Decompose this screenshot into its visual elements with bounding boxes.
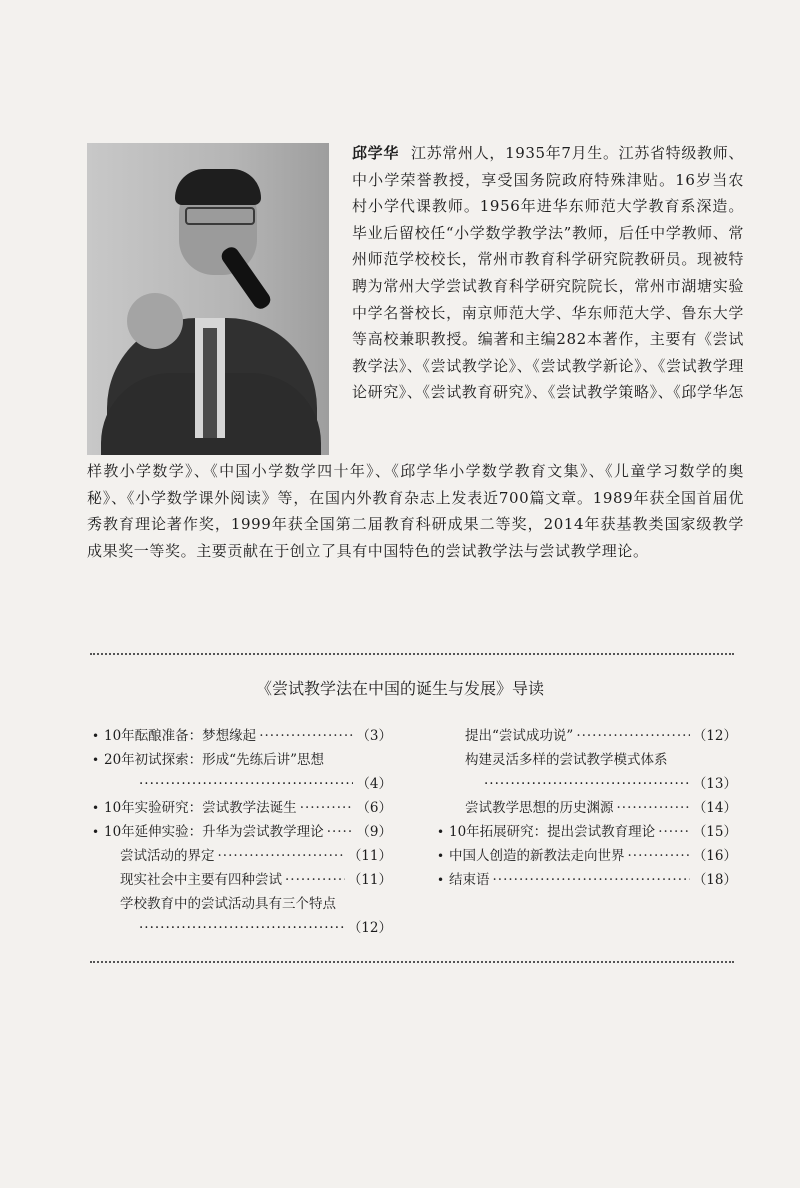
author-photo [87, 143, 329, 455]
toc-entry-page: （3） [356, 728, 392, 744]
toc-entry [437, 796, 737, 820]
toc-entry-label: 10年实验研究：尝试教学法诞生 [104, 800, 297, 816]
toc-entry-page: （15） [692, 824, 737, 840]
toc-entry-page: （11） [347, 872, 392, 888]
toc-entry-page: （6） [356, 800, 392, 816]
toc-entry [437, 868, 737, 892]
toc-entry-label: 10年酝酿准备：梦想缘起 [104, 728, 257, 744]
toc-entry-continuation [437, 772, 737, 796]
bullet-icon: • [92, 801, 100, 815]
toc-entry [92, 892, 392, 916]
toc-entry-label: 结束语 [449, 872, 490, 888]
toc-entry [92, 868, 392, 892]
top-dotted-rule [90, 653, 734, 655]
toc-entry-label: 学校教育中的尝试活动具有三个特点 [120, 896, 336, 912]
toc-entry-page: （14） [692, 800, 737, 816]
toc-entry [92, 844, 392, 868]
toc-entry-page: （18） [692, 872, 737, 888]
author-bio-wrapped [352, 140, 744, 406]
bottom-dotted-rule [90, 961, 734, 963]
dot-leader [139, 772, 353, 796]
bullet-icon: • [92, 825, 100, 839]
bullet-icon: • [92, 729, 100, 743]
toc-entry-label: 提出“尝试成功说” [465, 728, 574, 744]
toc-entry-continuation [92, 916, 392, 940]
toc-left-column [92, 724, 392, 940]
toc-entry-label: 尝试活动的界定 [120, 848, 215, 864]
bullet-icon: • [437, 825, 445, 839]
author-bio-full [87, 458, 744, 564]
toc-entry-label: 10年延伸实验：升华为尝试教学理论 [104, 824, 324, 840]
dot-leader [300, 796, 354, 820]
toc-entry [92, 820, 392, 844]
bullet-icon: • [437, 873, 445, 887]
author-name: 邱学华 [352, 144, 400, 162]
toc-entry-page: （12） [347, 920, 392, 936]
dot-leader [628, 844, 690, 868]
bio-text-part2: 样教小学数学》、《中国小学数学四十年》、《邱学华小学数学教育文集》、《儿童学习数学的奥秘》、《小学数学课外阅读》等，在国内外教育杂志上发表近700篇文章。1989年获全国首届优秀教育理论著作奖，1999年获全国第二届教育科研成果二等奖，2014年获基教类国家级教学成果奖一等奖。主要贡献在于创立了具有中国特色的尝试教学法与尝试教学理论。 [87, 462, 744, 560]
dot-leader [327, 820, 354, 844]
toc-entry [92, 796, 392, 820]
dot-leader [576, 724, 690, 748]
dot-leader [285, 868, 345, 892]
toc-entry [437, 724, 737, 748]
bullet-icon: • [437, 849, 445, 863]
toc-entry-page: （13） [692, 776, 737, 792]
toc-entry [437, 748, 737, 772]
dot-leader [218, 844, 345, 868]
toc-title: 《尝试教学法在中国的诞生与发展》导读 [255, 679, 544, 698]
toc-entry [92, 724, 392, 748]
toc-entry [92, 748, 392, 772]
toc-entry-page: （12） [692, 728, 737, 744]
bullet-icon: • [92, 753, 100, 767]
toc-entry [437, 820, 737, 844]
toc-entry-page: （11） [347, 848, 392, 864]
toc-entry-continuation [92, 772, 392, 796]
toc-entry-page: （4） [356, 776, 392, 792]
toc-entry-label: 20年初试探索：形成“先练后讲”思想 [104, 752, 324, 768]
toc-entry-page: （9） [356, 824, 392, 840]
dot-leader [484, 772, 690, 796]
dot-leader [617, 796, 690, 820]
dot-leader [139, 916, 345, 940]
toc-entry-label: 中国人创造的新教法走向世界 [449, 848, 625, 864]
dot-leader [259, 724, 353, 748]
toc-entry-label: 10年拓展研究：提出尝试教育理论 [449, 824, 656, 840]
dot-leader [658, 820, 690, 844]
bio-text-part1: 江苏常州人，1935年7月生。江苏省特级教师、中小学荣誉教授，享受国务院政府特殊津贴。16岁当农村小学代课教师。1956年进华东师范大学教育系深造。毕业后留校任“小学数学教学法”教师，后任中学教师、常州师范学校校长，常州市教育科学研究院教研员。现被特聘为常州大学尝试教育科学研究院院长，常州市湖塘实验中学名誉校长，南京师范大学、华东师范大学、鲁东大学等高校兼职教授。编著和主编282本著作，主要有《尝试教学法》、《尝试教学论》、《尝试教学新论》、《尝试教学理论研究》、《尝试教育研究》、《尝试教学策略》、《邱学华怎 [352, 144, 744, 402]
toc-entry-label: 构建灵活多样的尝试教学模式体系 [465, 752, 668, 768]
toc-entry-label: 现实社会中主要有四种尝试 [120, 872, 282, 888]
dot-leader [493, 868, 690, 892]
toc-right-column [437, 724, 737, 892]
toc-entry-page: （16） [692, 848, 737, 864]
toc-entry [437, 844, 737, 868]
toc-entry-label: 尝试教学思想的历史渊源 [465, 800, 614, 816]
